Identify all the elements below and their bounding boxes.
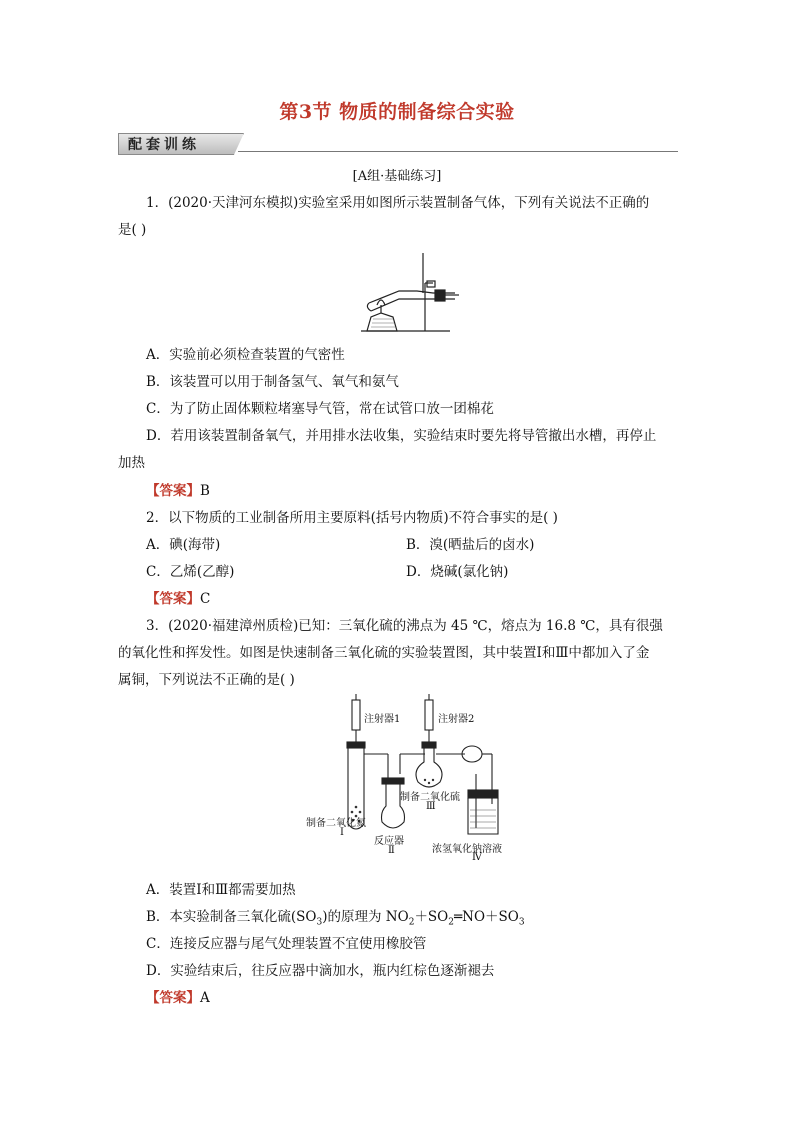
q2-stem: 2．以下物质的工业制备所用主要原料(括号内物质)不符合事实的是( ) [146,510,558,526]
answer-value: B [200,483,210,499]
q3-option-b-part1: B．本实验制备三氧化硫(SO [146,909,317,925]
answer-value: A [200,990,210,1006]
q3-option-b [146,905,525,928]
fig-label-syringe1: 注射器1 [364,714,401,725]
fig-label-roman4: Ⅳ [472,852,482,863]
q2-option-a: A．碘(海带) [146,537,221,553]
banner-label: 配套训练 [128,137,200,153]
q1-stem-line1: 1．(2020·天津河东模拟)实验室采用如图所示装置制备气体，下列有关说法不正确的 [146,195,650,211]
answer-tag: 【答案】 [146,483,200,499]
banner-divider [238,151,678,152]
q1-option-a: A．实验前必须检查装置的气密性 [146,347,345,363]
fig-label-make-no2: 制备二氧化氮 [306,818,366,829]
q3-answer [146,986,210,1006]
q2-answer [146,587,210,607]
fig-label-naoh: 浓氢氧化钠溶液 [432,844,502,855]
fig-label-syringe2: 注射器2 [438,714,475,725]
q1-option-d-line1: D．若用该装置制备氧气，并用排水法收集，实验结束时要先将导管撤出水槽，再停止 [146,428,657,444]
q3-option-c: C．连接反应器与尾气处理装置不宜使用橡胶管 [146,936,427,952]
subscript: 2 [408,917,415,928]
fig-label-roman2: Ⅱ [388,845,395,856]
q3-option-b-part4: ═NO＋SO [454,909,519,925]
q3-stem-line1: 3．(2020·福建漳州质检)已知：三氧化硫的沸点为 45 ℃，熔点为 16.8 ℃，具有很强 [146,618,663,634]
q3-stem-line3: 属铜，下列说法不正确的是( ) [118,672,295,688]
q1-option-b: B．该装置可以用于制备氢气、氧气和氨气 [146,374,399,390]
subscript: 3 [316,917,323,928]
subscript: 3 [518,917,525,928]
q1-stem-line2: 是( ) [118,222,147,238]
fig-label-reactor: 反应器 [374,836,404,847]
q3-apparatus-drawing [300,694,540,864]
q3-apparatus-figure [300,694,540,864]
q3-option-b-part2: )的原理为 NO [322,909,409,925]
fig-label-roman3: Ⅲ [426,801,436,812]
q2-option-b: B．溴(晒盐后的卤水) [406,537,535,553]
q2-option-d: D．烧碱(氯化钠) [406,564,509,580]
q3-option-a: A．装置Ⅰ和Ⅲ都需要加热 [146,882,296,898]
fig-label-make-so2: 制备二氧化硫 [400,792,460,803]
q3-stem-line2: 的氧化性和挥发性。如图是快速制备三氧化硫的实验装置图，其中装置Ⅰ和Ⅲ中都加入了金 [118,645,650,661]
q3-option-d: D．实验结束后，往反应器中滴加水，瓶内红棕色逐渐褪去 [146,963,495,979]
q3-option-b-part3: ＋SO [414,909,449,925]
answer-tag: 【答案】 [146,591,200,607]
fig-label-roman1: Ⅰ [340,827,344,838]
q1-option-c: C．为了防止固体颗粒堵塞导气管，常在试管口放一团棉花 [146,401,494,417]
q2-option-c: C．乙烯(乙醇) [146,564,235,580]
page-title: 第3节 物质的制备综合实验 [279,101,515,123]
answer-tag: 【答案】 [146,990,200,1006]
group-heading: [A组·基础练习] [352,169,442,184]
q1-answer [146,479,210,499]
q1-apparatus-figure [355,243,467,336]
answer-value: C [200,591,211,607]
subscript: 2 [448,917,454,928]
q1-option-d-line2: 加热 [118,455,145,471]
section-banner [118,133,678,155]
